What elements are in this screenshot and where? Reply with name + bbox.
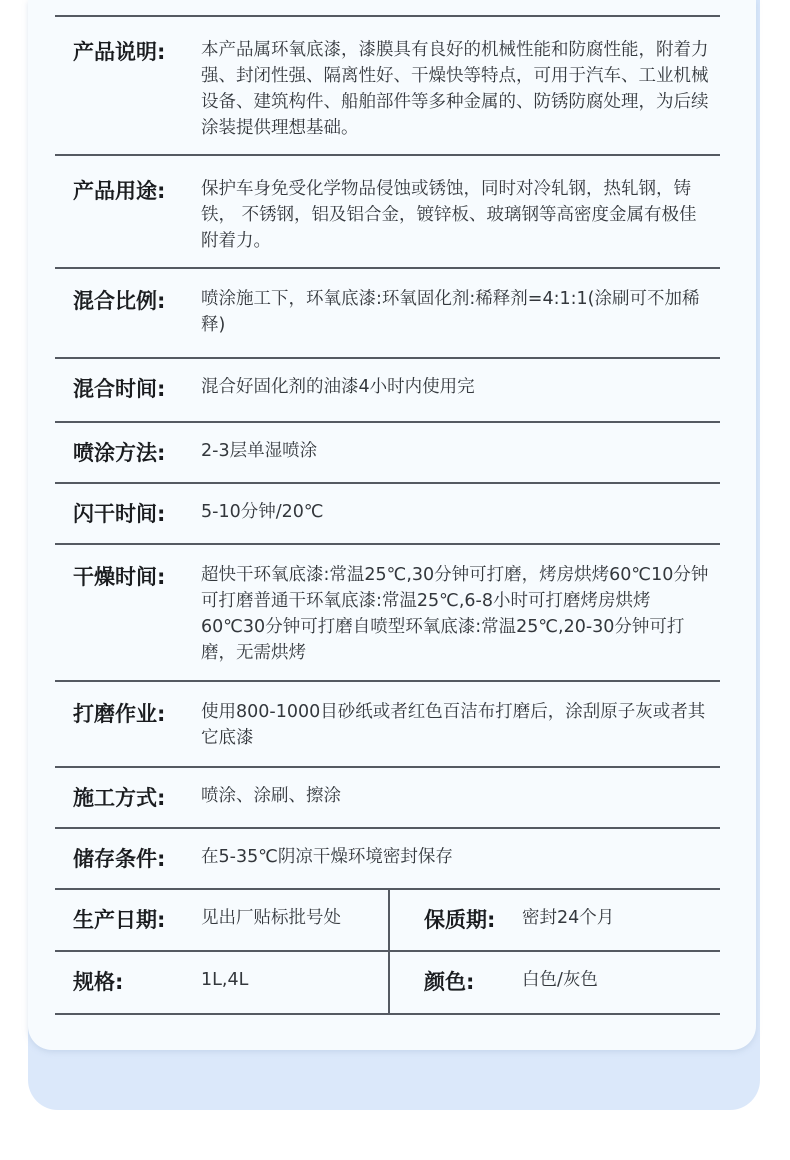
spec-table [55, 15, 720, 1015]
spec-cell-color [388, 952, 720, 1013]
spec-row-size-color [55, 952, 720, 1015]
spec-value: 2-3层单湿喷涂 [201, 441, 318, 461]
spec-value: 本产品属环氧底漆，漆膜具有良好的机械性能和防腐性能，附着力强、封闭性强、隔离性好、干燥快等特点，可用于汽车、工业机械设备、建筑构件、船舶部件等多种金属的、防锈防腐处理，为后续涂装提供理想基础。 [201, 40, 709, 138]
spec-value: 混合好固化剂的油漆4小时内使用完 [201, 377, 475, 397]
spec-value: 喷涂、涂刷、擦涂 [201, 786, 341, 806]
spec-cell-production-date [55, 890, 388, 950]
spec-value: 见出厂贴标批号处 [201, 908, 341, 928]
spec-row-sanding [55, 682, 720, 768]
spec-label: 混合时间: [73, 377, 166, 401]
spec-row-storage [55, 829, 720, 890]
spec-row-date-shelflife [55, 890, 720, 952]
spec-value: 1L,4L [201, 970, 249, 990]
spec-label: 产品用途: [73, 179, 166, 203]
spec-value: 在5-35℃阴凉干燥环境密封保存 [201, 847, 453, 867]
spec-label: 施工方式: [73, 786, 166, 810]
spec-cell-size [55, 952, 388, 1013]
spec-label: 打磨作业: [73, 702, 166, 726]
spec-label: 喷涂方法: [73, 441, 166, 465]
spec-label: 闪干时间: [73, 502, 166, 526]
spec-label: 颜色: [424, 970, 475, 994]
spec-label: 产品说明: [73, 40, 166, 64]
spec-row-description [55, 17, 720, 156]
spec-value: 白色/灰色 [522, 970, 598, 990]
spec-label: 生产日期: [73, 908, 166, 932]
spec-label: 规格: [73, 970, 124, 994]
spec-value: 使用800-1000目砂纸或者红色百洁布打磨后，涂刮原子灰或者其它底漆 [201, 702, 706, 748]
spec-cell-shelf-life [388, 890, 720, 950]
spec-label: 干燥时间: [73, 565, 166, 589]
spec-value: 5-10分钟/20℃ [201, 502, 324, 522]
spec-row-spray-method [55, 423, 720, 484]
spec-value: 密封24个月 [522, 908, 615, 928]
spec-row-mix-ratio [55, 269, 720, 359]
spec-value: 保护车身免受化学物品侵蚀或锈蚀，同时对冷轧钢，热轧钢，铸铁， 不锈钢，铝及铝合金，镀锌板、玻璃钢等高密度金属有极佳附着力。 [201, 179, 697, 251]
spec-label: 保质期: [424, 908, 496, 932]
spec-row-application [55, 768, 720, 829]
spec-row-drying-time [55, 545, 720, 682]
spec-label: 储存条件: [73, 847, 166, 871]
spec-row-usage [55, 156, 720, 269]
spec-row-mix-time [55, 359, 720, 423]
spec-label: 混合比例: [73, 289, 166, 313]
spec-value: 喷涂施工下，环氧底漆:环氧固化剂:稀释剂=4:1:1(涂刷可不加稀释) [201, 289, 700, 335]
spec-value: 超快干环氧底漆:常温25℃,30分钟可打磨，烤房烘烤60℃10分钟可打磨普通干环氧底漆:常温25℃,6-8小时可打磨烤房烘烤60℃30分钟可打磨自喷型环氧底漆:常温25℃,20-30分钟可打磨，无需烘烤 [201, 565, 709, 663]
spec-row-flash-time [55, 484, 720, 545]
